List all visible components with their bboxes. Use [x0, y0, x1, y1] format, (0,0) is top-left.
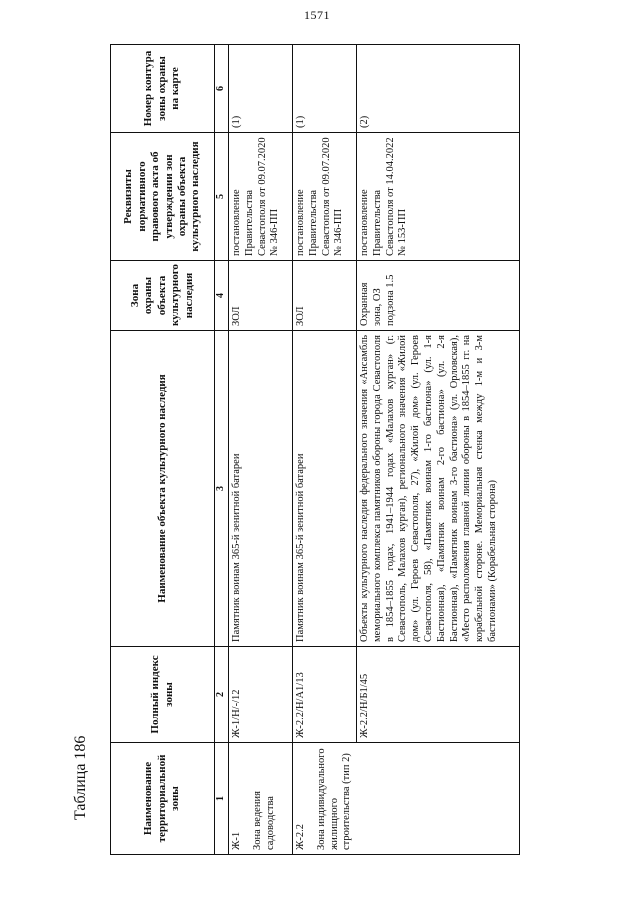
object-name: Объекты культурного наследия федерального значения «Ансамбль мемориального комплекса памятников обороны города Севастополя в 1854–1855 годах, 1941–1944 годах «Малахов курган» (г. Севастополь, Малахов курган), регионального значения «Жилой дом» (ул. Героев Севастополя, 27), «Жилой дом» (ул. Героев Севастополя, 58), «Памятник воинам 1-го бастиона» (ул. 1-я Бастионная), «Памятник воинам 2-го бастиона» (ул. 2-я Бастионная), «Памятник воинам 3-го бастиона» (ул. Орловская), «Место расположения главной линии обороны в 1854–1855 гг. на корабельной стороне. Мемориальная стенка между 1-м и 3-м бастионами» (Корабельная сторона): [357, 331, 520, 647]
column-number: 6: [215, 45, 229, 133]
column-number-row: [215, 45, 229, 855]
zone-index: Ж-2.2/Н/Б1/45: [357, 647, 520, 743]
header-zone-name: Наименование территориальной зоны: [111, 743, 215, 855]
contour-number: (1): [293, 45, 357, 133]
protection-zone: ЗОЛ: [293, 261, 357, 331]
zone-code: Ж-2.2: [295, 823, 306, 850]
zone-code: Ж-1: [231, 831, 242, 850]
column-number: 5: [215, 133, 229, 261]
column-number: 2: [215, 647, 229, 743]
column-number: 1: [215, 743, 229, 855]
header-contour-number: Номер контура зоны охраны на карте: [111, 45, 215, 133]
zone-name: Зона ведения садоводства: [251, 791, 276, 850]
zone-cell: [229, 743, 293, 855]
header-protection-zone: Зона охраны объекта культурного наследия: [111, 261, 215, 331]
table-row: [229, 45, 293, 855]
act-details: постановление Правительства Севастополя от 09.07.2020 № 346-ПП: [229, 133, 293, 261]
object-name: Памятник воинам 365-й зенитной батареи: [229, 331, 293, 647]
column-number: 4: [215, 261, 229, 331]
act-details: постановление Правительства Севастополя от 14.04.2022 № 153-ПП: [357, 133, 520, 261]
table-caption-text: Таблица 186: [72, 735, 89, 820]
header-zone-index: Полный индекс зоны: [111, 647, 215, 743]
contour-number: (2): [357, 45, 520, 133]
protection-zone: Охранная зона, ОЗ подзона 1.5: [357, 261, 520, 331]
header-act-details: Реквизиты нормативного правового акта об утверждении зон охраны объекта культурного наследия: [111, 133, 215, 261]
act-details: постановление Правительства Севастополя от 09.07.2020 № 346-ПП: [293, 133, 357, 261]
zone-index: Ж-2.2/Н/А1/13: [293, 647, 357, 743]
protection-zone: ЗОЛ: [229, 261, 293, 331]
zone-index: Ж-1/Н/-/12: [229, 647, 293, 743]
table-header-row: [111, 45, 215, 855]
zone-cell: [293, 743, 520, 855]
table-row: [357, 45, 520, 855]
table-container: [110, 45, 520, 855]
column-number: 3: [215, 331, 229, 647]
header-object-name: Наименование объекта культурного наследия: [111, 331, 215, 647]
contour-number: (1): [229, 45, 293, 133]
zones-table: [110, 44, 520, 855]
object-name: Памятник воинам 365-й зенитной батареи: [293, 331, 357, 647]
table-row: [293, 45, 357, 855]
zone-name: Зона индивидуального жилищного строительства (тип 2): [315, 748, 353, 850]
page-number: 1571: [304, 8, 330, 22]
